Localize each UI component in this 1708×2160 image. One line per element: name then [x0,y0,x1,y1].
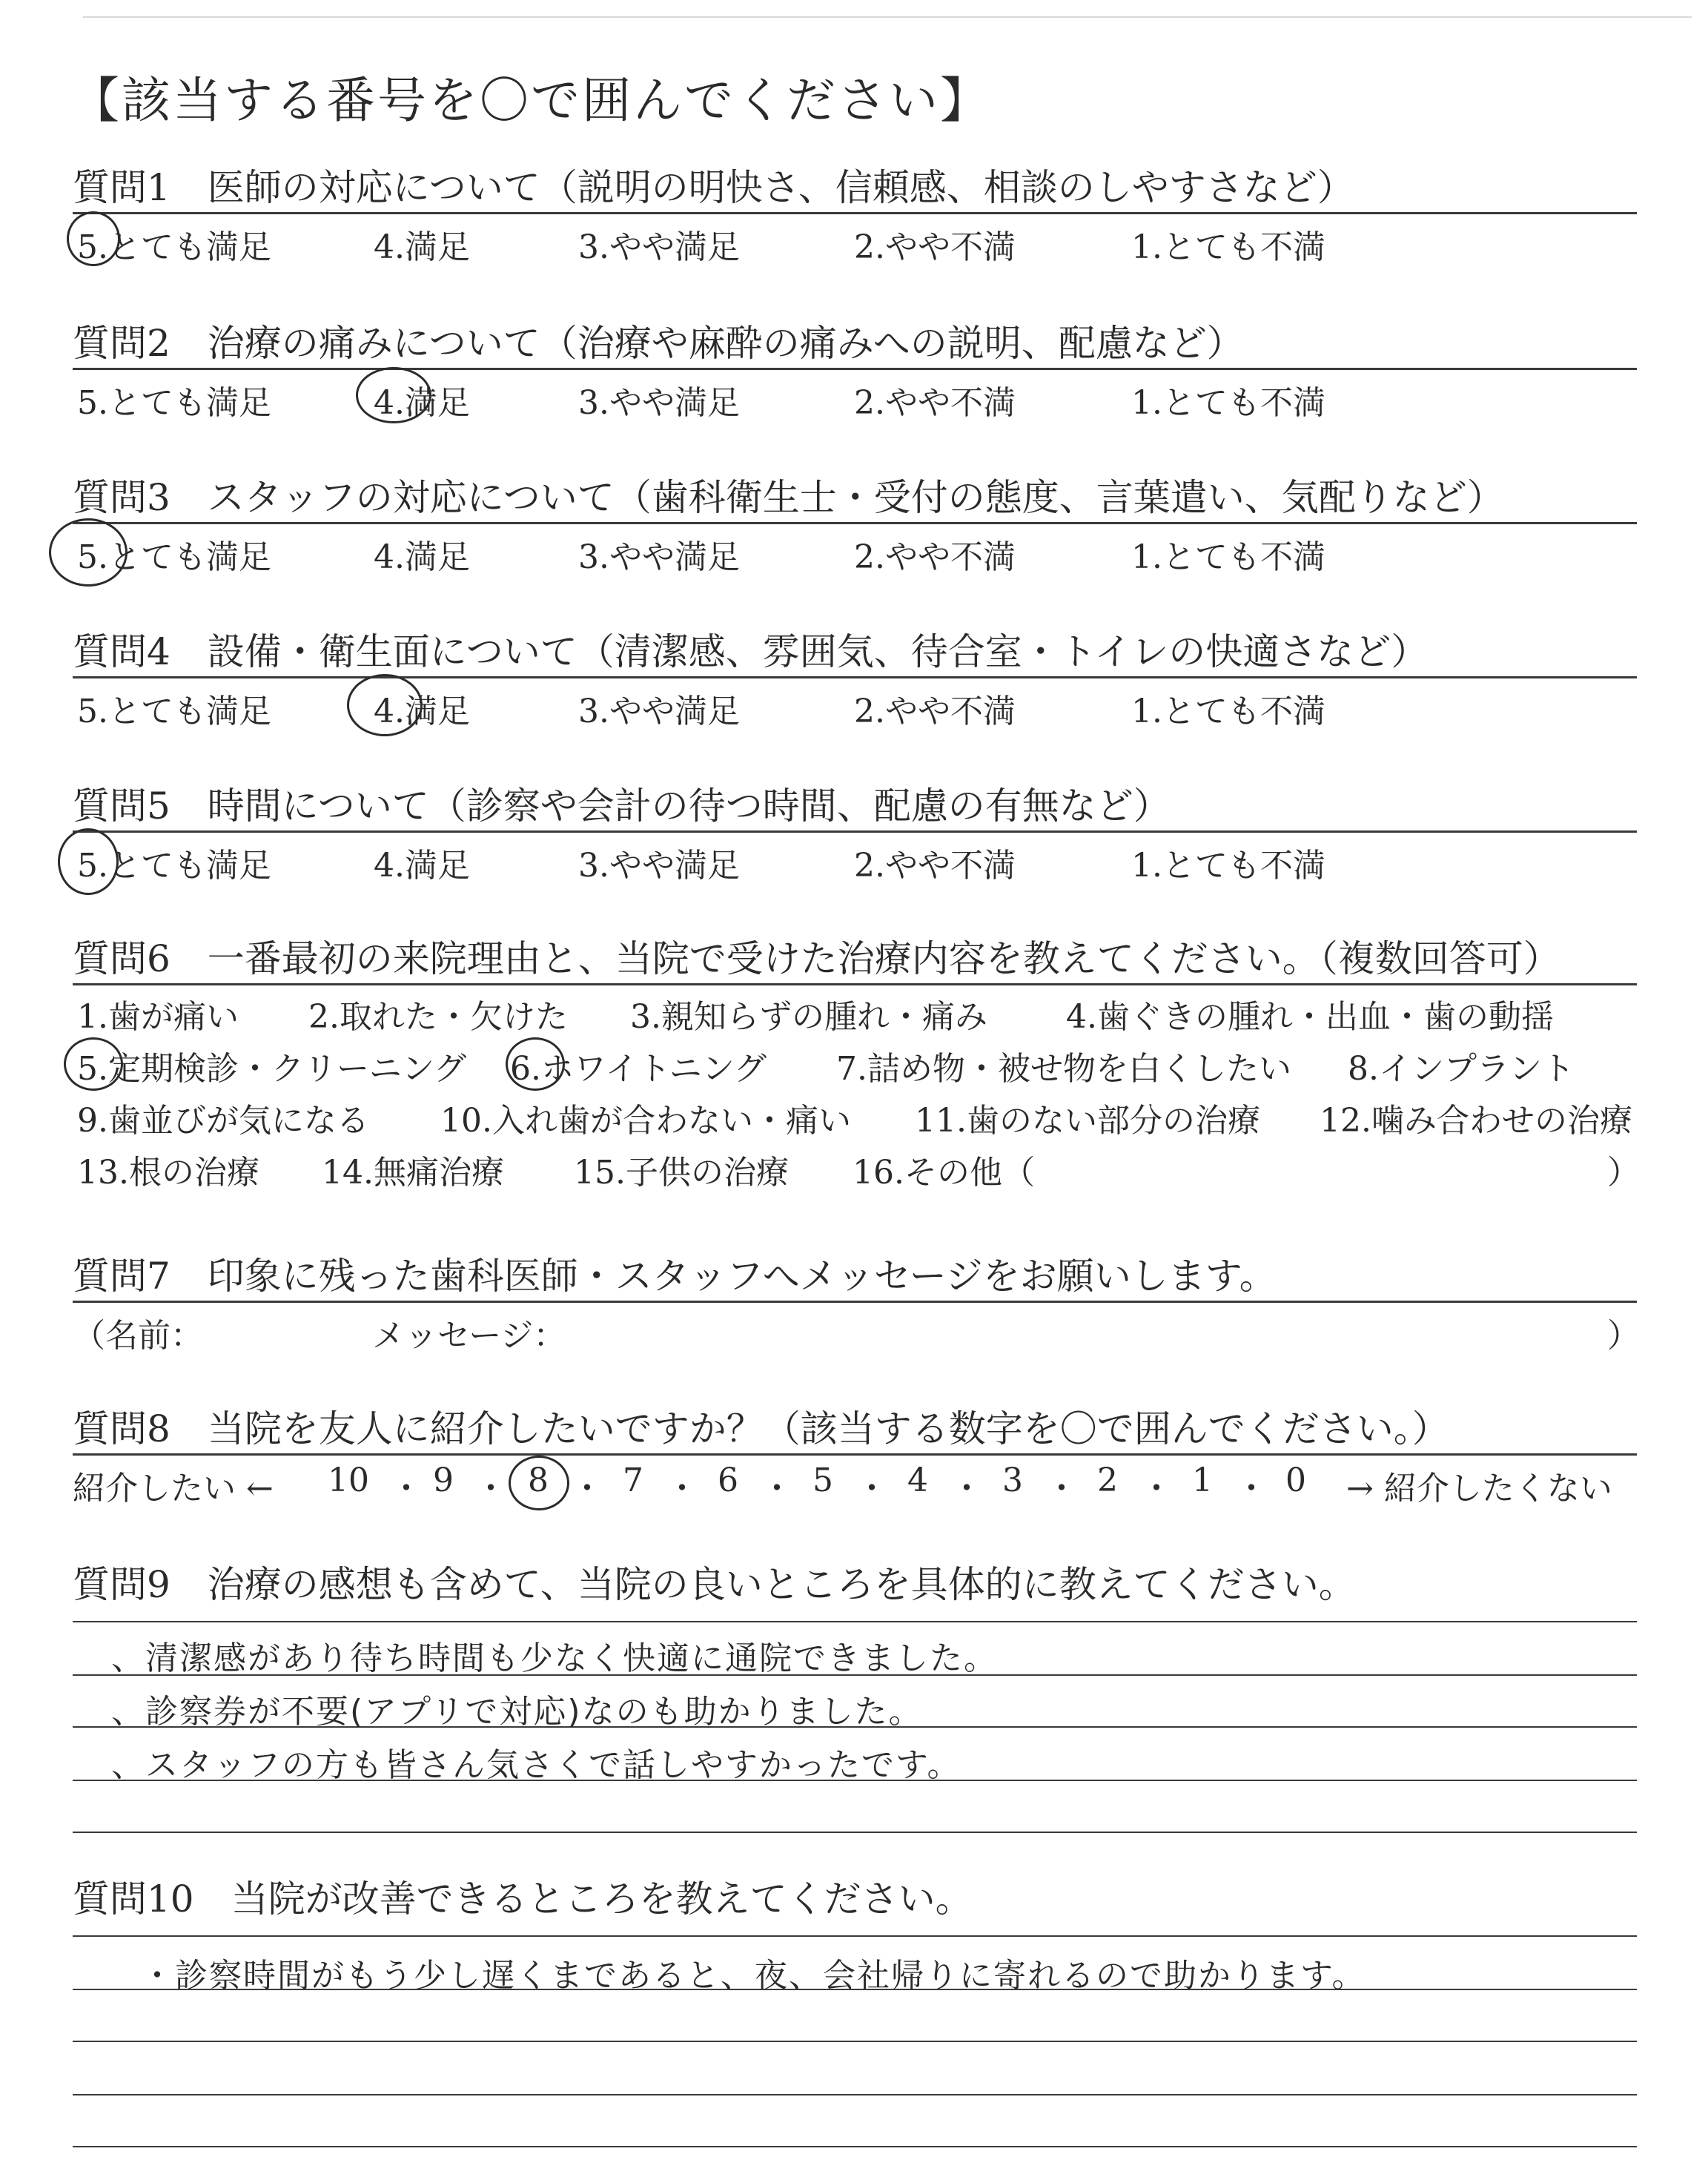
q6-option-13[interactable]: 13.根の治療 [77,1154,259,1192]
question-1-title: 質問1 医師の対応について（説明の明快さ、信頼感、相談のしやすさなど） [73,166,1354,209]
q6-option-7[interactable]: 7.詰め物・被せ物を白くしたい [836,1050,1291,1088]
q4-option-2[interactable]: 2.やや不満 [854,693,1016,730]
question-10 [73,1876,1637,1922]
q9-answer-line-1 [73,1621,1637,1622]
q10-answer-line-1 [73,1935,1637,1937]
q8-scale-dot: ・ [1140,1470,1173,1507]
q8-scale-5[interactable]: 5 [812,1462,833,1499]
q8-scale-8[interactable]: 8 [528,1462,549,1499]
q8-scale-dot: ・ [571,1470,603,1507]
q6-option-11[interactable]: 11.歯のない部分の治療 [915,1102,1260,1140]
q1-option-1[interactable]: 1.とても不満 [1131,228,1325,266]
q8-scale-dot: ・ [855,1470,888,1507]
q8-scale-dot: ・ [1045,1470,1078,1507]
question-4 [73,629,1637,730]
q9-handwritten-answer-1: 、清潔感があり待ち時間も少なく快適に通院できました。 [111,1639,998,1677]
q8-scale-4[interactable]: 4 [907,1462,928,1499]
question-3-title: 質問3 スタッフの対応について（歯科衛生士・受付の態度、言葉遣い、気配りなど） [73,476,1504,519]
q4-option-1[interactable]: 1.とても不満 [1131,693,1325,730]
question-5-options [73,833,1637,885]
q10-answer-line-4 [73,2094,1637,2095]
q8-scale [73,1456,1637,1507]
q5-option-1[interactable]: 1.とても不満 [1131,847,1325,885]
q8-scale-dot: ・ [666,1470,698,1507]
q6-option-8[interactable]: 8.インプラント [1348,1050,1575,1088]
q1-option-2[interactable]: 2.やや不満 [854,228,1016,266]
q6-option-1[interactable]: 1.歯が痛い [77,998,239,1036]
q1-option-3[interactable]: 3.やや満足 [578,228,740,266]
q8-scale-0[interactable]: 0 [1285,1462,1306,1499]
q2-option-2[interactable]: 2.やや不満 [854,384,1016,422]
question-7 [73,1253,1640,1355]
q8-scale-dot: ・ [950,1470,983,1507]
q6-option-15[interactable]: 15.子供の治療 [574,1154,789,1192]
q10-handwritten-answer-1: ・診察時間がもう少し遅くまであると、夜、会社帰りに寄れるので助かります。 [141,1957,1366,1995]
question-4-options [73,678,1637,730]
q10-answer-line-3 [73,2041,1637,2042]
q8-scale-3[interactable]: 3 [1002,1462,1023,1499]
q6-option-2[interactable]: 2.取れた・欠けた [308,998,568,1036]
question-2 [73,320,1637,422]
question-10-title: 質問10 当院が改善できるところを教えてください。 [73,1877,973,1920]
q6-row-4 [73,1141,1640,1193]
q2-option-3[interactable]: 3.やや満足 [578,384,740,422]
q1-option-4[interactable]: 4.満足 [374,228,470,266]
q9-handwritten-answer-3: 、スタッフの方も皆さん気さくで話しやすかったです。 [111,1746,961,1784]
q8-scale-1[interactable]: 1 [1192,1462,1213,1499]
top-border [83,16,1692,18]
q10-answer-line-5 [73,2146,1637,2147]
q6-option-4[interactable]: 4.歯ぐきの腫れ・出血・歯の動揺 [1066,998,1554,1036]
q6-option-3[interactable]: 3.親知らずの腫れ・痛み [630,998,987,1036]
q9-handwritten-answer-2: 、診察券が不要(アプリで対応)なのも助かりました。 [111,1693,923,1731]
q7-close-paren: ） [1607,1317,1640,1355]
question-2-title: 質問2 治療の痛みについて（治療や麻酔の痛みへの説明、配慮など） [73,322,1244,365]
q4-option-3[interactable]: 3.やや満足 [578,693,740,730]
q1-option-5[interactable]: 5.とても満足 [77,228,271,266]
question-6 [73,936,1640,1193]
question-9-title: 質問9 治療の感想も含めて、当院の良いところを具体的に教えてください。 [73,1563,1356,1606]
q6-option-5[interactable]: 5.定期検診・クリーニング [77,1050,467,1088]
q3-option-2[interactable]: 2.やや不満 [854,538,1016,576]
q8-scale-2[interactable]: 2 [1097,1462,1118,1499]
question-1 [73,165,1637,266]
q8-scale-dot: ・ [474,1470,507,1507]
q8-scale-dot: ・ [390,1470,423,1507]
q6-option-10[interactable]: 10.入れ歯が合わない・痛い [440,1102,851,1140]
question-3 [73,475,1637,576]
q2-option-1[interactable]: 1.とても不満 [1131,384,1325,422]
q4-option-5[interactable]: 5.とても満足 [77,693,271,730]
q2-option-4[interactable]: 4.満足 [374,384,470,422]
q5-option-5[interactable]: 5.とても満足 [77,847,271,885]
q6-option-6[interactable]: 6.ホワイトニング [510,1050,767,1088]
question-3-options [73,524,1637,576]
q6-option-16[interactable]: 16.その他（ [853,1154,1035,1192]
question-2-options [73,370,1637,422]
q6-row-2 [73,1037,1637,1089]
form-heading: 【該当する番号を〇で囲んでください】 [70,72,991,129]
question-8-title: 質問8 当院を友人に紹介したいですか？（該当する数字を〇で囲んでください。） [73,1407,1449,1450]
q8-scale-10[interactable]: 10 [328,1462,369,1499]
q4-option-4[interactable]: 4.満足 [374,693,470,730]
q8-scale-6[interactable]: 6 [718,1462,738,1499]
q9-answer-line-5 [73,1832,1637,1833]
q5-option-2[interactable]: 2.やや不満 [854,847,1016,885]
q7-name-label[interactable]: （名前： [73,1317,203,1355]
q7-message-line [73,1303,1640,1355]
q8-scale-9[interactable]: 9 [433,1462,454,1499]
question-7-title: 質問7 印象に残った歯科医師・スタッフへメッセージをお願いします。 [73,1255,1277,1298]
q6-option-9[interactable]: 9.歯並びが気になる [77,1102,369,1140]
question-8 [73,1406,1637,1507]
q8-right-label: → 紹介したくない [1346,1470,1612,1507]
q6-option-14[interactable]: 14.無痛治療 [322,1154,504,1192]
q7-message-label[interactable]: メッセージ： [372,1317,566,1355]
q3-option-3[interactable]: 3.やや満足 [578,538,740,576]
q6-option-12[interactable]: 12.噛み合わせの治療 [1320,1102,1632,1140]
q6-row-1 [73,985,1637,1037]
q3-option-5[interactable]: 5.とても満足 [77,538,271,576]
q8-left-label: 紹介したい ← [73,1470,274,1507]
q3-option-4[interactable]: 4.満足 [374,538,470,576]
question-5-title: 質問5 時間について（診察や会計の待つ時間、配慮の有無など） [73,785,1171,828]
q8-scale-dot: ・ [1235,1470,1268,1507]
q3-option-1[interactable]: 1.とても不満 [1131,538,1325,576]
question-5 [73,783,1637,885]
q6-other-close-paren: ） [1607,1154,1640,1192]
q5-option-3[interactable]: 3.やや満足 [578,847,740,885]
q6-row-3 [73,1089,1637,1141]
question-4-title: 質問4 設備・衛生面について（清潔感、雰囲気、待合室・トイレの快適さなど） [73,630,1429,673]
q8-scale-7[interactable]: 7 [623,1462,643,1499]
q5-option-4[interactable]: 4.満足 [374,847,470,885]
question-6-title: 質問6 一番最初の来院理由と、当院で受けた治療内容を教えてください。（複数回答可） [73,937,1560,980]
q2-option-5[interactable]: 5.とても満足 [77,384,271,422]
q8-scale-dot: ・ [761,1470,793,1507]
question-1-options [73,214,1637,266]
question-9 [73,1562,1637,1608]
